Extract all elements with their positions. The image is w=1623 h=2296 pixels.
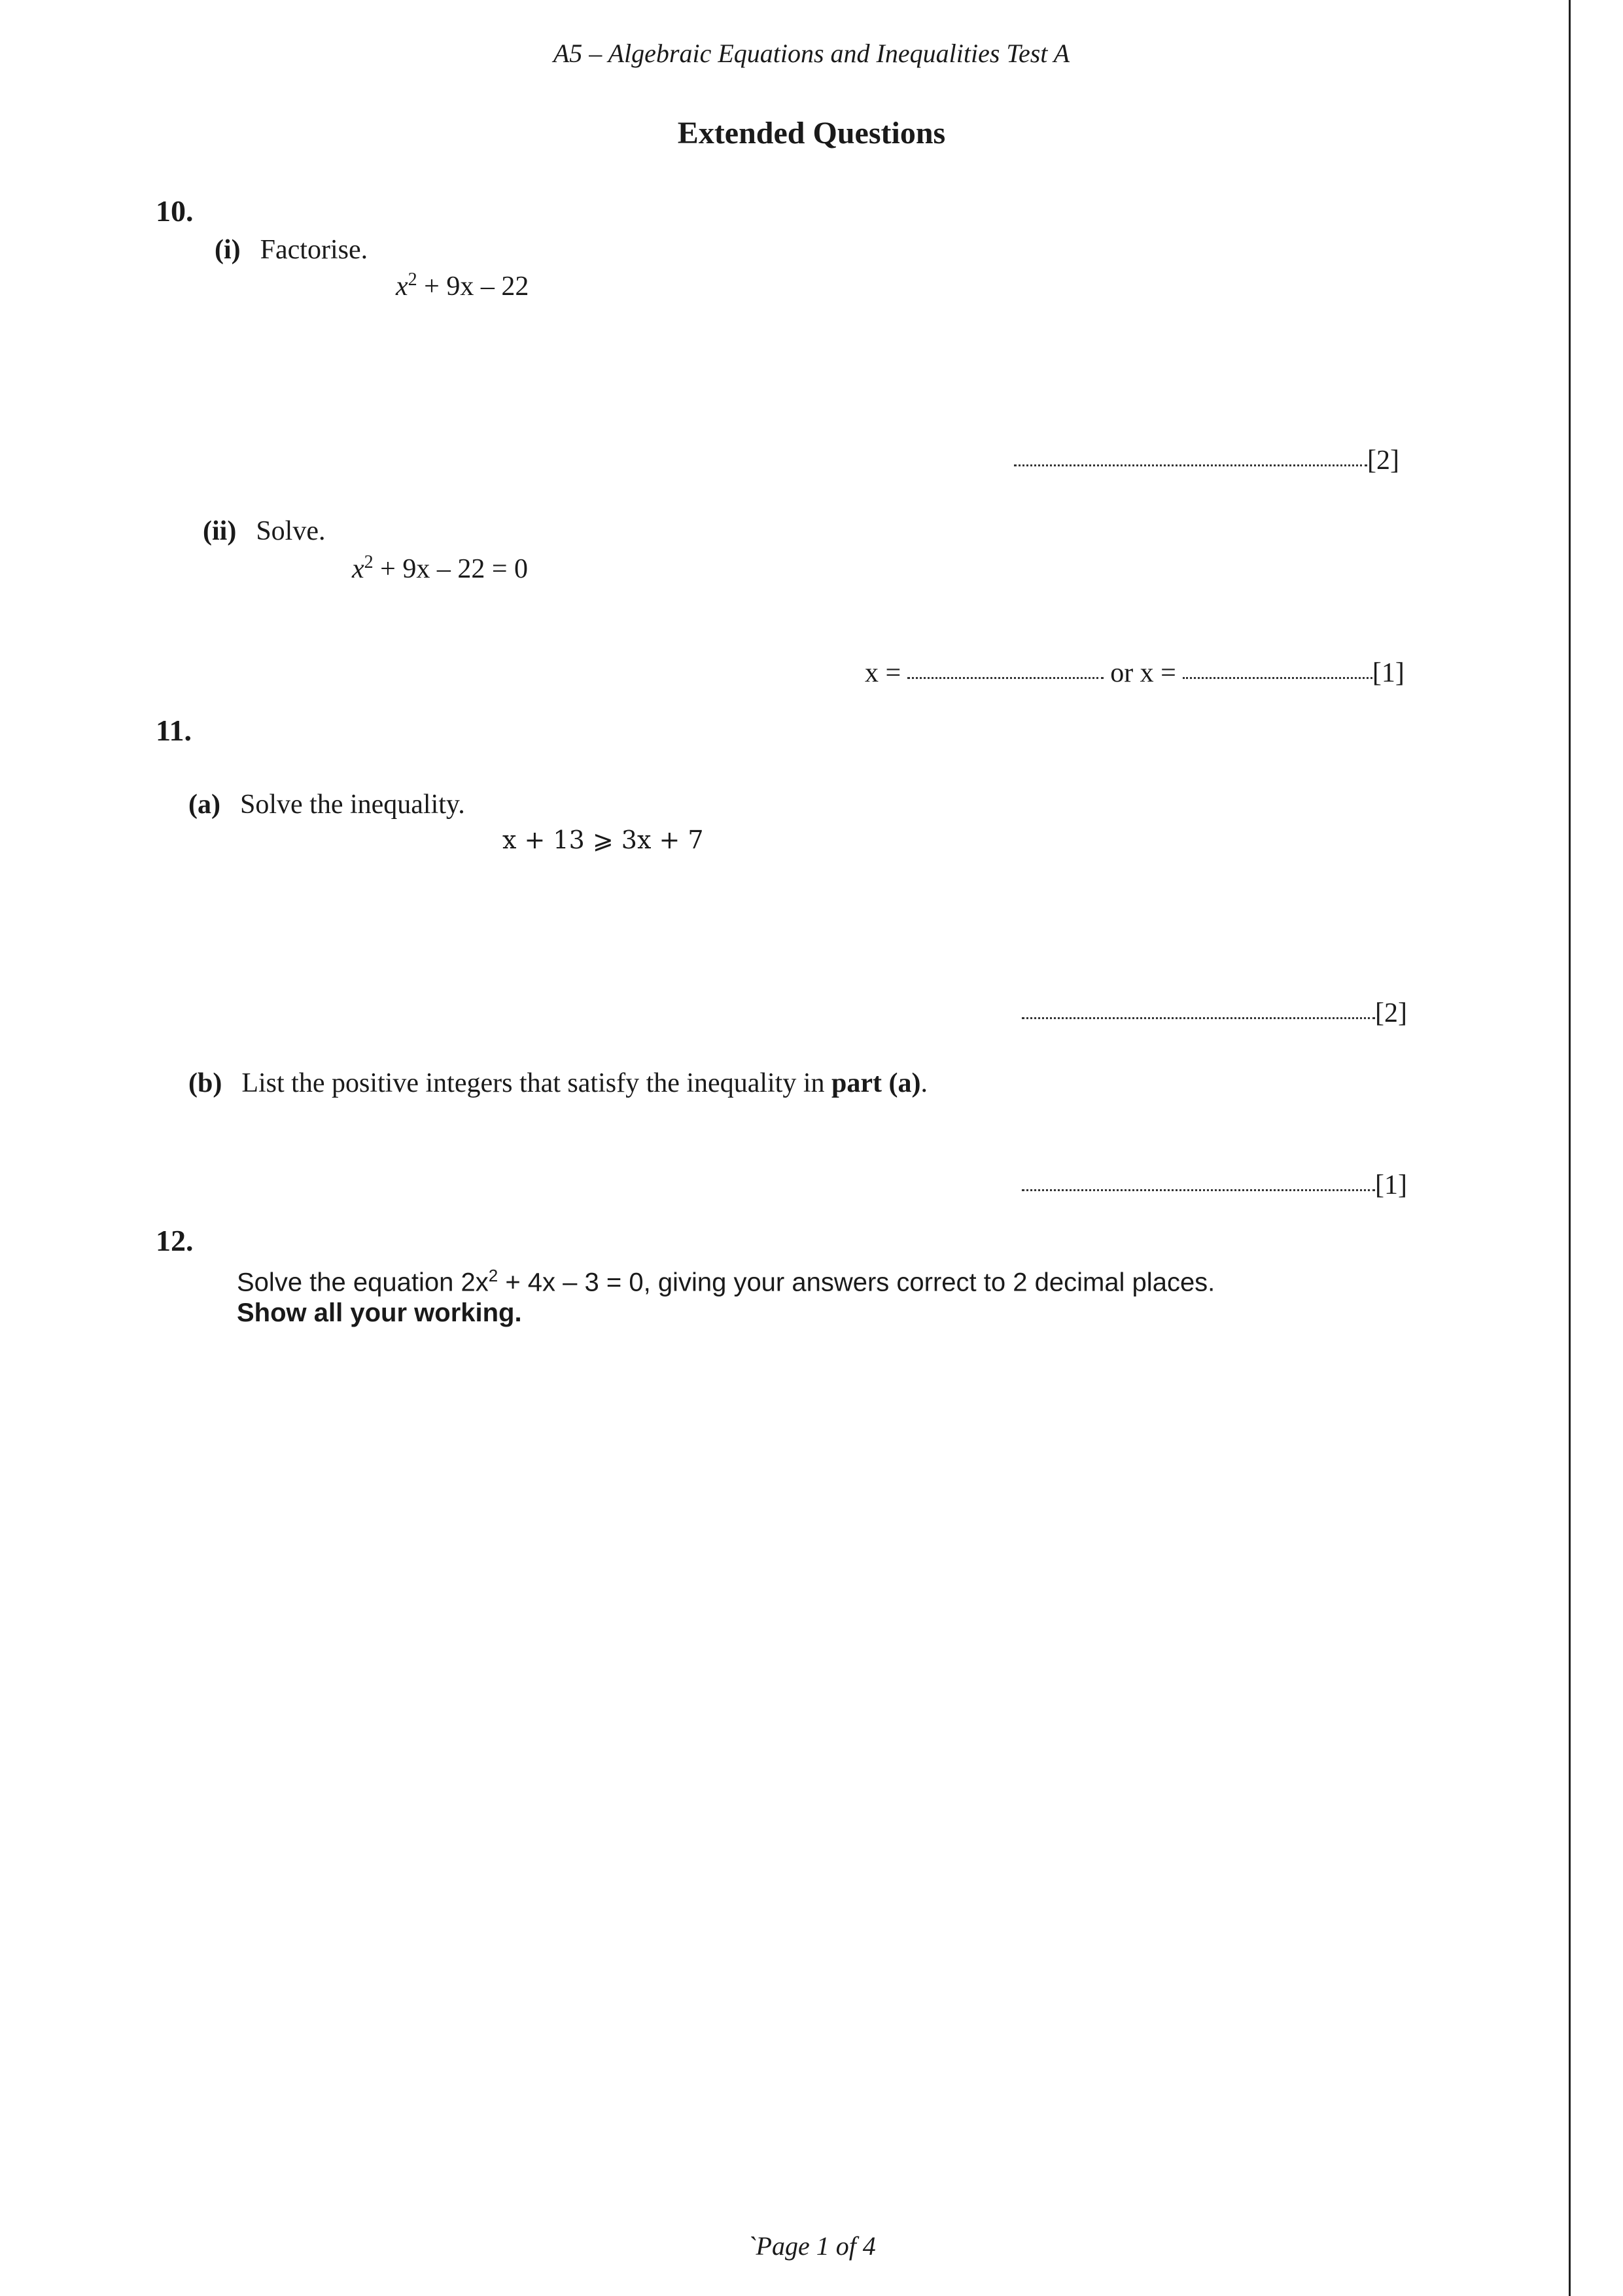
q11-a-instruction: Solve the inequality. bbox=[239, 790, 465, 820]
right-margin-rule bbox=[1569, 0, 1571, 2296]
q10-part-ii bbox=[203, 515, 325, 547]
q10-ii-label: (ii) bbox=[203, 516, 237, 546]
question-12-number: 12. bbox=[156, 1224, 194, 1257]
q11-b-label: (b) bbox=[188, 1068, 222, 1098]
section-title: Extended Questions bbox=[677, 116, 946, 150]
q10-ii-or-label: or x = bbox=[1110, 658, 1176, 688]
q11-b-part-ref: part (a) bbox=[831, 1068, 921, 1098]
q10-i-answer-line[interactable] bbox=[1014, 445, 1399, 476]
q11-a-marks: [2] bbox=[1375, 998, 1407, 1028]
q10-i-label: (i) bbox=[215, 235, 241, 265]
q10-i-instruction: Factorise. bbox=[260, 235, 368, 265]
q11-a-inequality: x + 13 ⩾ 3x + 7 bbox=[502, 826, 704, 854]
q11-b-marks: [1] bbox=[1375, 1170, 1407, 1200]
q10-i-expression: $x^2 + 9x - 22$ bbox=[396, 270, 529, 302]
header-title: A5 – Algebraic Equations and Inequalities Test A bbox=[553, 39, 1070, 68]
q10-ii-marks: [1] bbox=[1372, 658, 1405, 688]
q11-a-answer-line[interactable] bbox=[1022, 998, 1407, 1029]
q10-ii-x-label: x = bbox=[865, 658, 901, 688]
q12-instruction: Solve the equation $2x^2 + 4x - 3 = 0$, giving your answers correct to 2 decimal places. bbox=[237, 1266, 1215, 1297]
q11-part-b: (b) List the positive integers that satisfy the inequality in part (a). bbox=[188, 1068, 928, 1098]
q10-part-i bbox=[215, 234, 368, 266]
q10-ii-equation: $x^2 + 9x - 22 = 0$ bbox=[352, 552, 529, 584]
question-11-number: 11. bbox=[156, 714, 192, 747]
q11-a-label: (a) bbox=[188, 790, 220, 820]
q10-ii-instruction: Solve. bbox=[256, 516, 326, 546]
q10-ii-answer-line[interactable] bbox=[865, 657, 1405, 689]
q10-i-marks: [2] bbox=[1367, 445, 1399, 476]
question-10-number: 10. bbox=[156, 194, 194, 228]
q12-working-note: Show all your working. bbox=[237, 1298, 522, 1327]
page-footer: `Page 1 of 4 bbox=[747, 2231, 876, 2261]
q11-part-a bbox=[188, 789, 465, 820]
q11-b-answer-line[interactable] bbox=[1022, 1170, 1407, 1201]
